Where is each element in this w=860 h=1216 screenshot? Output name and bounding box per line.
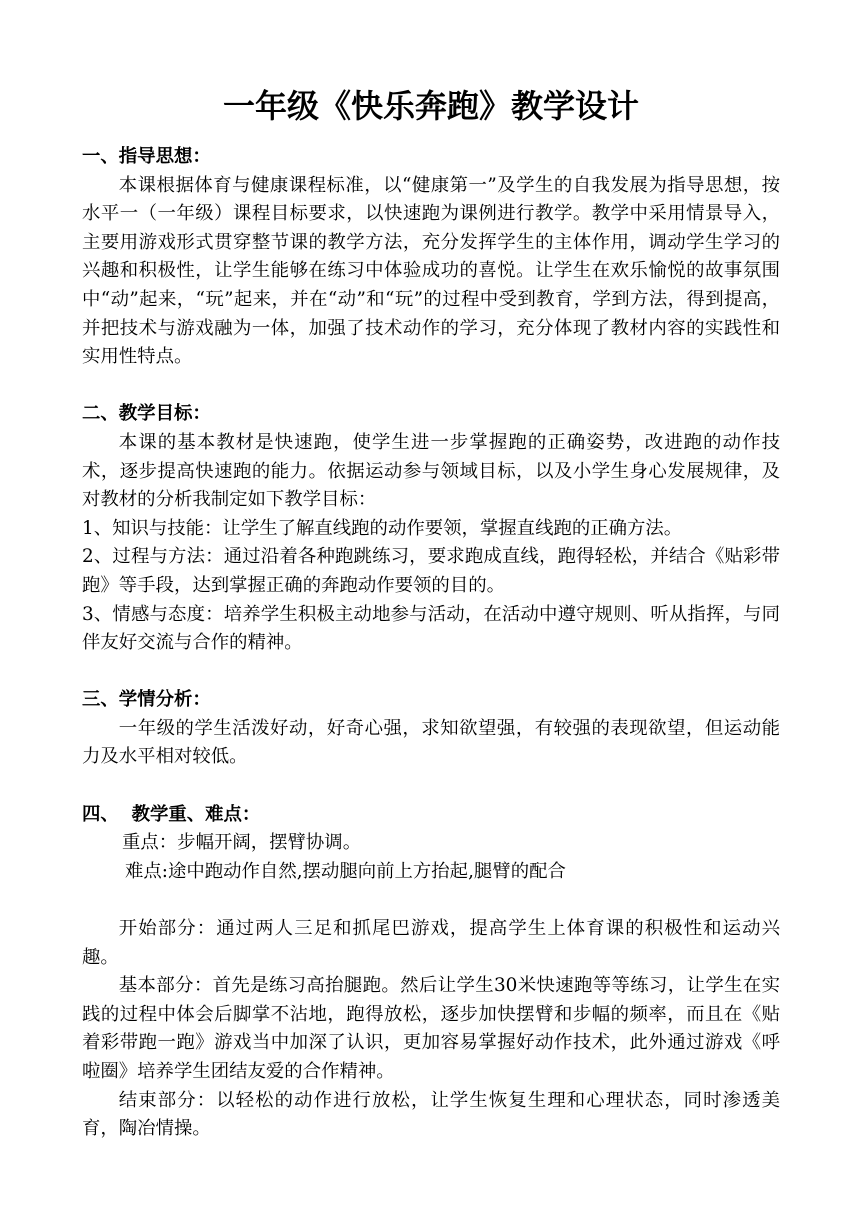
section-heading-goals: 二、教学目标： bbox=[82, 403, 211, 425]
section-heading-keypoints: 四、 教学重、难点： bbox=[82, 803, 261, 825]
guiding-paragraph: 本课根据体育与健康课程标准，以“健康第一”及学生的自我发展为指导思想，按水平一（一年级）课程目标要求，以快速跑为课例进行教学。教学中采用情景导入，主要用游戏形式贯穿整节课的教学方法，充分发挥学生的主体作用，调动学生学习的兴趣和积极性，让学生能够在练习中体验成功的喜悦。让学生在欢乐愉悦的故事氛围中“动”起来，“玩”起来，并在“动”和“玩”的过程中受到教育，学到方法，得到提高，并把技术与游戏融为一体，加强了技术动作的学习，充分体现了教材内容的实践性和实用性特点。 bbox=[82, 174, 780, 368]
goal-item-process: 2、过程与方法：通过沿着各种跑跳练习，要求跑成直线，跑得轻松，并结合《贴彩带跑》等手段，达到掌握正确的奔跑动作要领的目的。 bbox=[82, 546, 780, 596]
spacer bbox=[82, 658, 780, 687]
goals-paragraph: 本课的基本教材是快速跑，使学生进一步掌握跑的正确姿势，改进跑的动作技术，逐步提高快速跑的能力。依据运动参与领域目标，以及小学生身心发展规律，及对教材的分析我制定如下教学目标： bbox=[82, 431, 780, 511]
document-title: 一年级《快乐奔跑》教学设计 bbox=[222, 87, 639, 125]
document-body bbox=[82, 143, 780, 1144]
spacer bbox=[82, 372, 780, 401]
goal-item-knowledge: 1、知识与技能：让学生了解直线跑的动作要领，掌握直线跑的正确方法。 bbox=[82, 517, 683, 539]
section-heading-guiding: 一、指导思想： bbox=[82, 146, 211, 167]
analysis-paragraph: 一年级的学生活泼好动，好奇心强，求知欲望强，有较强的表现欲望，但运动能力及水平相对较低。 bbox=[82, 717, 780, 768]
key-point-line: 重点：步幅开阔，摆臂协调。 bbox=[122, 832, 362, 854]
spacer bbox=[82, 886, 780, 915]
start-part-paragraph: 开始部分：通过两人三足和抓尾巴游戏，提高学生上体育课的积极性和运动兴趣。 bbox=[82, 918, 780, 968]
spacer bbox=[82, 772, 780, 801]
section-heading-analysis: 三、学情分析： bbox=[82, 689, 211, 711]
basic-part-paragraph: 基本部分：首先是练习高抬腿跑。然后让学生30米快速跑等等练习，让学生在实践的过程中体会后脚掌不沾地，跑得放松，逐步加快摆臂和步幅的频率，而且在《贴着彩带跑一跑》游戏当中加深了认识，更加容易掌握好动作技术，此外通过游戏《呼啦圈》培养学生团结友爱的合作精神。 bbox=[82, 975, 780, 1082]
goal-item-emotion: 3、情感与态度：培养学生积极主动地参与活动，在活动中遵守规则、听从指挥，与同伴友好交流与合作的精神。 bbox=[82, 603, 780, 654]
end-part-paragraph: 结束部分：以轻松的动作进行放松，让学生恢复生理和心理状态，同时渗透美育，陶冶情操。 bbox=[82, 1089, 780, 1140]
difficult-point-line: 难点:途中跑动作自然,摆动腿向前上方抬起,腿臂的配合 bbox=[125, 860, 566, 882]
